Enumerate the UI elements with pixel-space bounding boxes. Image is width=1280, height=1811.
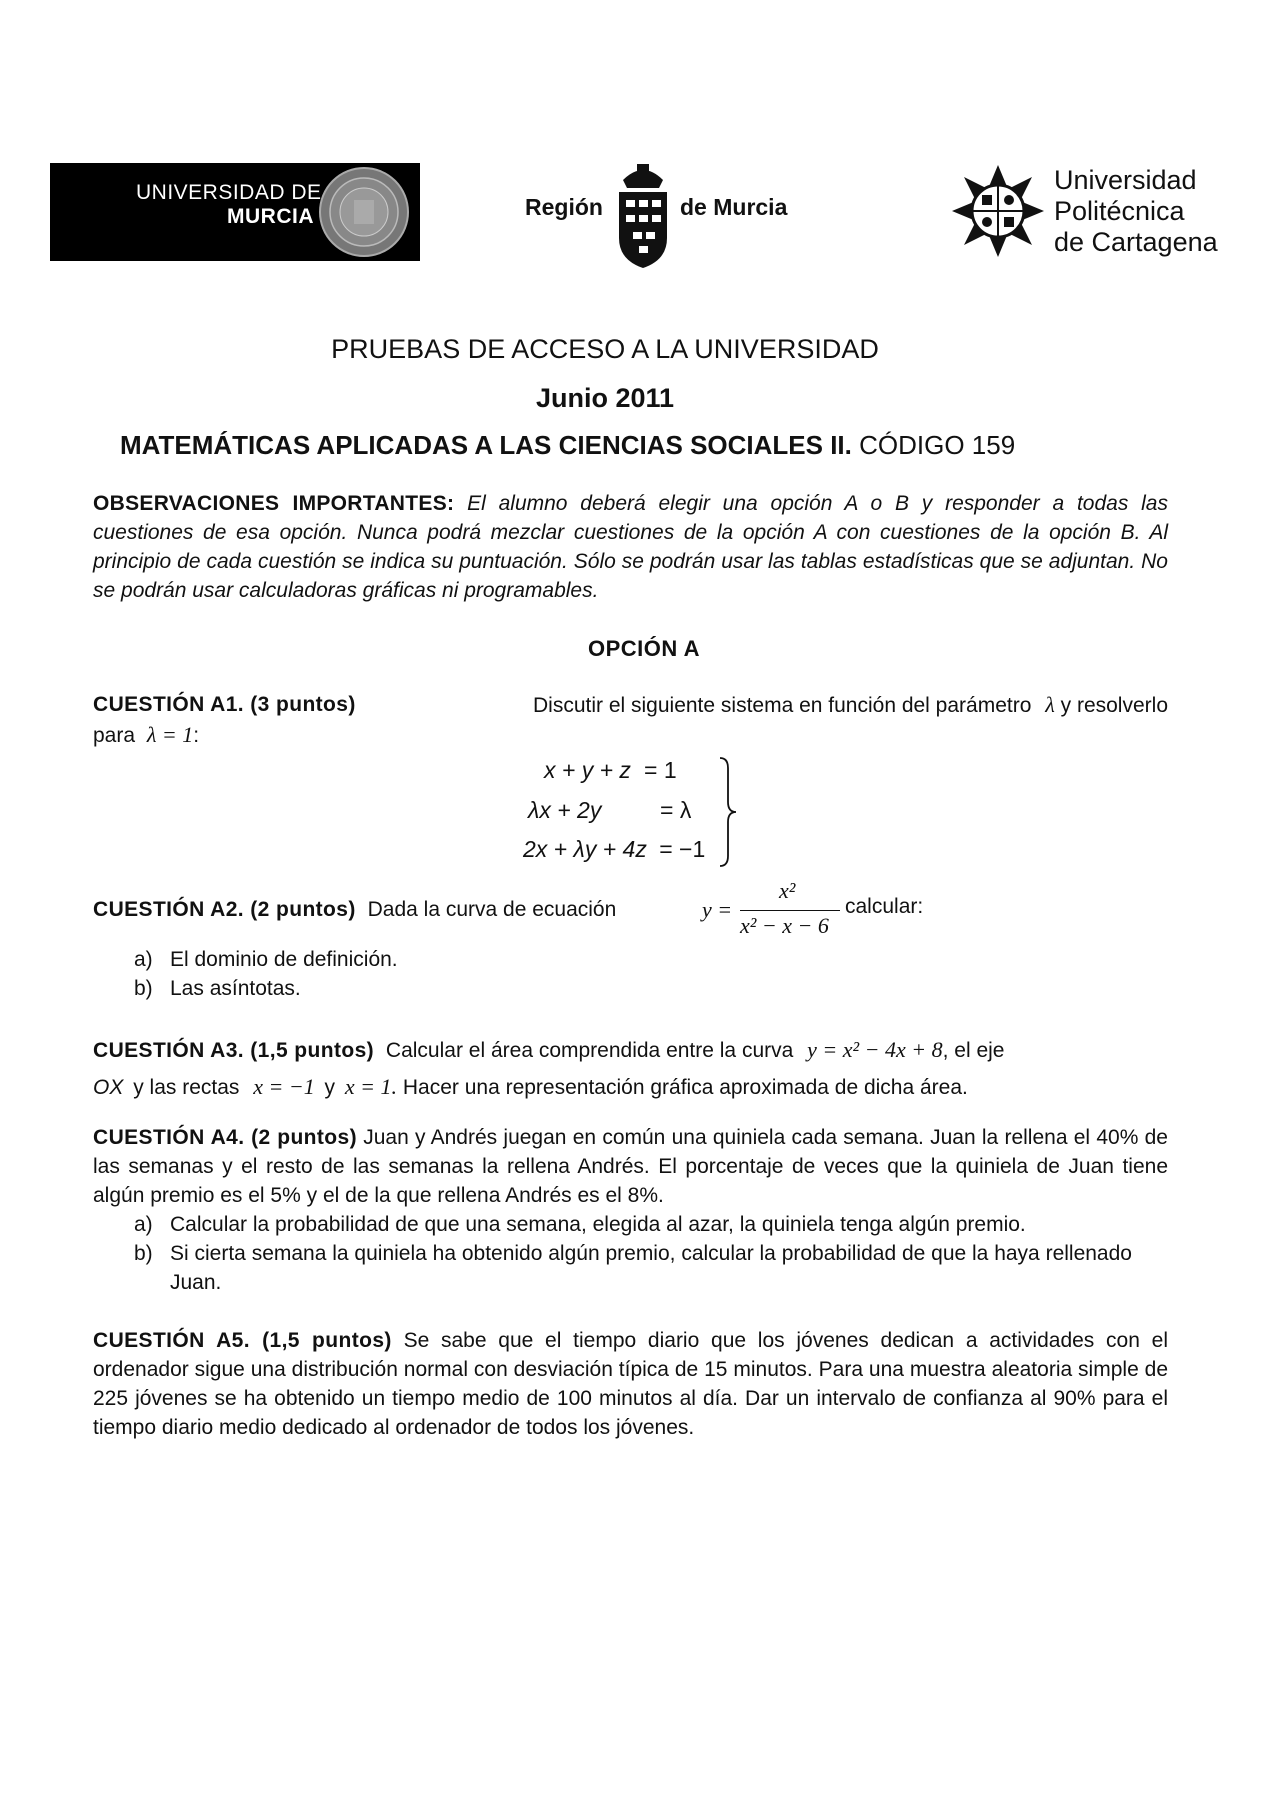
list-item	[134, 945, 398, 974]
question-a1-text-after: y resolverlo	[1060, 694, 1168, 717]
question-a4	[93, 1123, 1168, 1210]
question-a1-text-before: Discutir el siguiente sistema en función del parámetro	[532, 694, 1032, 717]
a2-denominator: x² − x − 6	[740, 913, 829, 938]
a2-list	[134, 945, 398, 1003]
question-a2-label: CUESTIÓN A2. (2 puntos)	[93, 898, 356, 921]
question-a1-label: CUESTIÓN A1. (3 puntos)	[93, 693, 356, 716]
exam-date: Junio 2011	[535, 383, 675, 413]
a3-line2: x = 1.	[344, 1074, 398, 1099]
question-a4-text: Juan y Andrés juegan en común una quiniela cada semana. Juan la rellena el 40% de las semanas y el resto de las semanas la rellena Andrés. El porcentaje de veces que la quiniela de Juan tiene algún premio es el 5% y el de la que rellena Andrés es el 8%.	[93, 1126, 1168, 1207]
upct-logo-line3: de Cartagena	[1054, 227, 1218, 257]
question-a2-text: Dada la curva de ecuación	[367, 898, 617, 921]
question-a1-colon: :	[193, 724, 200, 747]
list-item-key: b)	[134, 1242, 153, 1265]
question-a1-line2: para	[93, 724, 136, 747]
a3-curve: y = x² − 4x + 8	[807, 1037, 943, 1062]
list-item	[134, 974, 398, 1003]
a2-calcular: calcular:	[845, 895, 924, 918]
question-a3-text2: , el eje	[942, 1039, 1005, 1062]
question-a4-label: CUESTIÓN A4. (2 puntos)	[93, 1126, 357, 1149]
question-a3-text3: y las rectas	[133, 1076, 240, 1099]
question-a1-text	[533, 690, 1168, 720]
upct-star-emblem-icon	[952, 165, 1044, 257]
list-item	[134, 1239, 1164, 1297]
list-item-text: Calcular la probabilidad de que una semana, elegida al azar, la quiniela tenga algún premio.	[170, 1213, 1026, 1236]
universidad-de-murcia-logo	[50, 163, 420, 261]
list-item-text: El dominio de definición.	[170, 948, 398, 971]
list-item-text: Las asíntotas.	[170, 977, 301, 1000]
lambda-symbol: λ	[1045, 692, 1055, 717]
exam-subject: MATEMÁTICAS APLICADAS A LAS CIENCIAS SOCIALES II.	[120, 430, 852, 460]
a3-line1: x = −1	[253, 1074, 315, 1099]
eq3-lhs: 2x + λy + 4z	[523, 836, 647, 862]
question-a3	[93, 1032, 1168, 1106]
list-item-text: Si cierta semana la quiniela ha obtenido algún premio, calcular la probabilidad de que la haya rellenado Juan.	[170, 1242, 1132, 1294]
a4-list	[134, 1210, 1164, 1297]
observaciones-text: El alumno deberá elegir una opción A o B y responder a todas las cuestiones de esa opción. Nunca podrá mezclar cuestiones de la opción A con cuestiones de la opción B. Al principio de cada cuestión se indica su puntuación. Sólo se podrán usar las tablas estadísticas que se adjuntan. No se podrán usar calculadoras gráficas ni programables.	[93, 492, 1168, 602]
observaciones-block	[93, 489, 1168, 605]
upct-logo-line1: Universidad	[1054, 165, 1197, 195]
question-a3-text1: Calcular el área comprendida entre la curva	[385, 1039, 794, 1062]
a2-fraction-bar	[740, 910, 840, 911]
right-brace-icon	[718, 756, 740, 868]
list-item-key: a)	[134, 948, 153, 971]
question-a3-label: CUESTIÓN A3. (1,5 puntos)	[93, 1039, 375, 1062]
eq1-lhs: x + y + z	[544, 757, 631, 783]
list-item-key: b)	[134, 977, 153, 1000]
exam-subject-line	[120, 430, 1015, 461]
region-logo-right-word: de Murcia	[680, 194, 788, 220]
question-a1	[93, 690, 1168, 750]
list-item	[134, 1210, 1164, 1239]
question-a5	[93, 1326, 1168, 1442]
question-a5-text: Se sabe que el tiempo diario que los jóvenes dedican a actividades con el ordenador sigue una distribución normal con desviación típica de 15 minutos. Para una muestra aleatoria simple de 225 jóvenes se ha obtenido un tiempo medio de 100 minutos al día. Dar un intervalo de confianza al 90% para el tiempo diario medio dedicado al ordenador de todos los jóvenes.	[93, 1329, 1168, 1439]
region-shield-icon	[613, 160, 673, 270]
region-de-murcia-logo	[525, 160, 800, 270]
option-a-title: OPCIÓN A	[588, 636, 700, 661]
exam-code: CÓDIGO 159	[859, 430, 1016, 460]
list-item-key: a)	[134, 1213, 153, 1236]
lambda-equals-one: λ = 1	[146, 722, 194, 747]
question-a5-label: CUESTIÓN A5. (1,5 puntos)	[93, 1329, 392, 1352]
upct-logo-line2: Politécnica	[1054, 196, 1185, 226]
um-seal-icon	[318, 166, 410, 258]
observaciones-label: OBSERVACIONES IMPORTANTES:	[93, 492, 455, 515]
region-logo-left-word: Región	[525, 194, 603, 220]
eq2-lhs: λx + 2y	[528, 797, 602, 823]
question-a2	[93, 895, 1168, 924]
um-logo-line2: MURCIA	[227, 205, 314, 228]
a3-ox: OX	[93, 1076, 124, 1099]
upct-logo	[952, 163, 1232, 263]
eq1-rhs: = 1	[644, 757, 677, 783]
a2-numerator: x²	[779, 878, 796, 903]
exam-title: PRUEBAS DE ACCESO A LA UNIVERSIDAD	[331, 334, 879, 364]
question-a3-text4: Hacer una representación gráfica aproximada de dicha área.	[402, 1076, 968, 1099]
a3-and: y	[324, 1076, 336, 1099]
um-logo-line1: UNIVERSIDAD DE	[136, 181, 322, 204]
eq2-rhs: = λ	[660, 797, 692, 823]
a2-y-equals: y =	[702, 897, 733, 922]
eq3-rhs: = −1	[659, 836, 706, 862]
